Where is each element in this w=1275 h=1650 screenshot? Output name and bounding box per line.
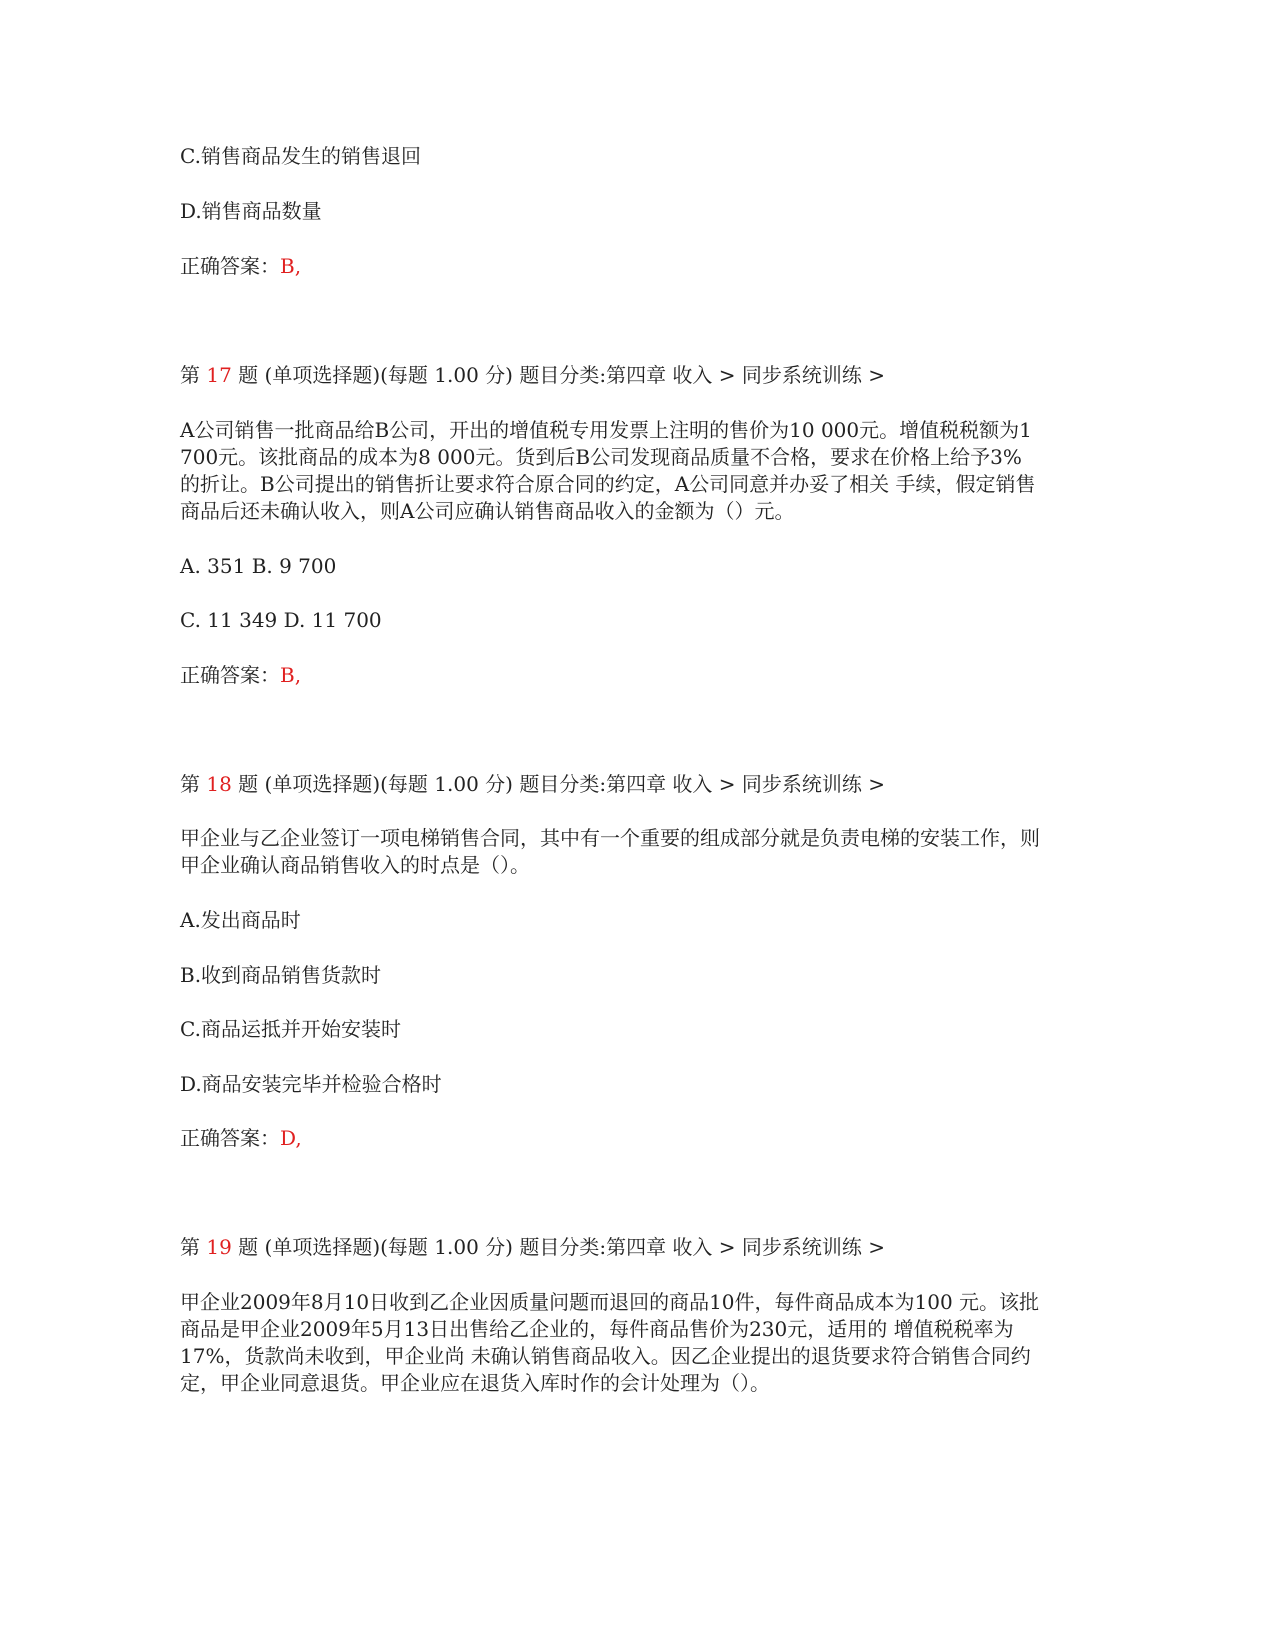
- q18-option-c: C.商品运抵并开始安装时: [180, 1017, 401, 1041]
- answer-value: B,: [280, 254, 302, 278]
- q19-header: [180, 1234, 885, 1260]
- q17-options-ab: A. 351 B. 9 700: [180, 554, 337, 578]
- question-prefix: 第: [180, 1235, 207, 1259]
- q18-option-b: B.收到商品销售货款时: [180, 963, 382, 987]
- question-number: 17: [206, 363, 232, 387]
- question-prefix: 第: [180, 363, 207, 387]
- q18-option-d: D.商品安装完毕并检验合格时: [180, 1072, 442, 1096]
- q17-answer: [180, 662, 301, 688]
- answer-label: 正确答案：: [180, 254, 280, 278]
- question-number: 18: [206, 772, 232, 796]
- question-number: 19: [206, 1235, 232, 1259]
- answer-value: D,: [280, 1126, 302, 1150]
- q17-options-cd: C. 11 349 D. 11 700: [180, 608, 382, 632]
- prev-option-d: D.销售商品数量: [180, 199, 322, 223]
- question-meta: 题 (单项选择题)(每题 1.00 分) 题目分类:第四章 收入 > 同步系统训练 >: [231, 1235, 886, 1259]
- q18-stem: 甲企业与乙企业签订一项电梯销售合同，其中有一个重要的组成部分就是负责电梯的安装工作，则甲企业确认商品销售收入的时点是（）。: [180, 826, 1040, 877]
- q18-option-a: A.发出商品时: [180, 908, 301, 932]
- q19-stem: 甲企业2009年8月10日收到乙企业因质量问题而退回的商品10件，每件商品成本为100 元。该批商品是甲企业2009年5月13日出售给乙企业的，每件商品售价为230元，适用的 增值税税率为17%，货款尚未收到，甲企业尚 未确认销售商品收入。因乙企业提出的退货要求符合销售合同约定，甲企业同意退货。甲企业应在退货入库时作的会计处理为（）。: [180, 1290, 1040, 1395]
- question-prefix: 第: [180, 772, 207, 796]
- prev-answer: [180, 253, 301, 279]
- q18-answer: [180, 1125, 302, 1151]
- q17-stem: A公司销售一批商品给B公司，开出的增值税专用发票上注明的售价为10 000元。增值税税额为1 700元。该批商品的成本为8 000元。货到后B公司发现商品质量不合格，要求在价格上给予3%的折让。B公司提出的销售折让要求符合原合同的约定，A公司同意并办妥了相关 手续，假定销售商品后还未确认收入，则A公司应确认销售商品收入的金额为（）元。: [180, 418, 1036, 523]
- question-meta: 题 (单项选择题)(每题 1.00 分) 题目分类:第四章 收入 > 同步系统训练 >: [231, 772, 886, 796]
- answer-value: B,: [280, 663, 302, 687]
- q18-header: [180, 771, 885, 797]
- answer-label: 正确答案：: [180, 663, 280, 687]
- answer-label: 正确答案：: [180, 1126, 280, 1150]
- question-meta: 题 (单项选择题)(每题 1.00 分) 题目分类:第四章 收入 > 同步系统训练 >: [231, 363, 886, 387]
- prev-option-c: C.销售商品发生的销售退回: [180, 144, 421, 168]
- q17-header: [180, 362, 885, 388]
